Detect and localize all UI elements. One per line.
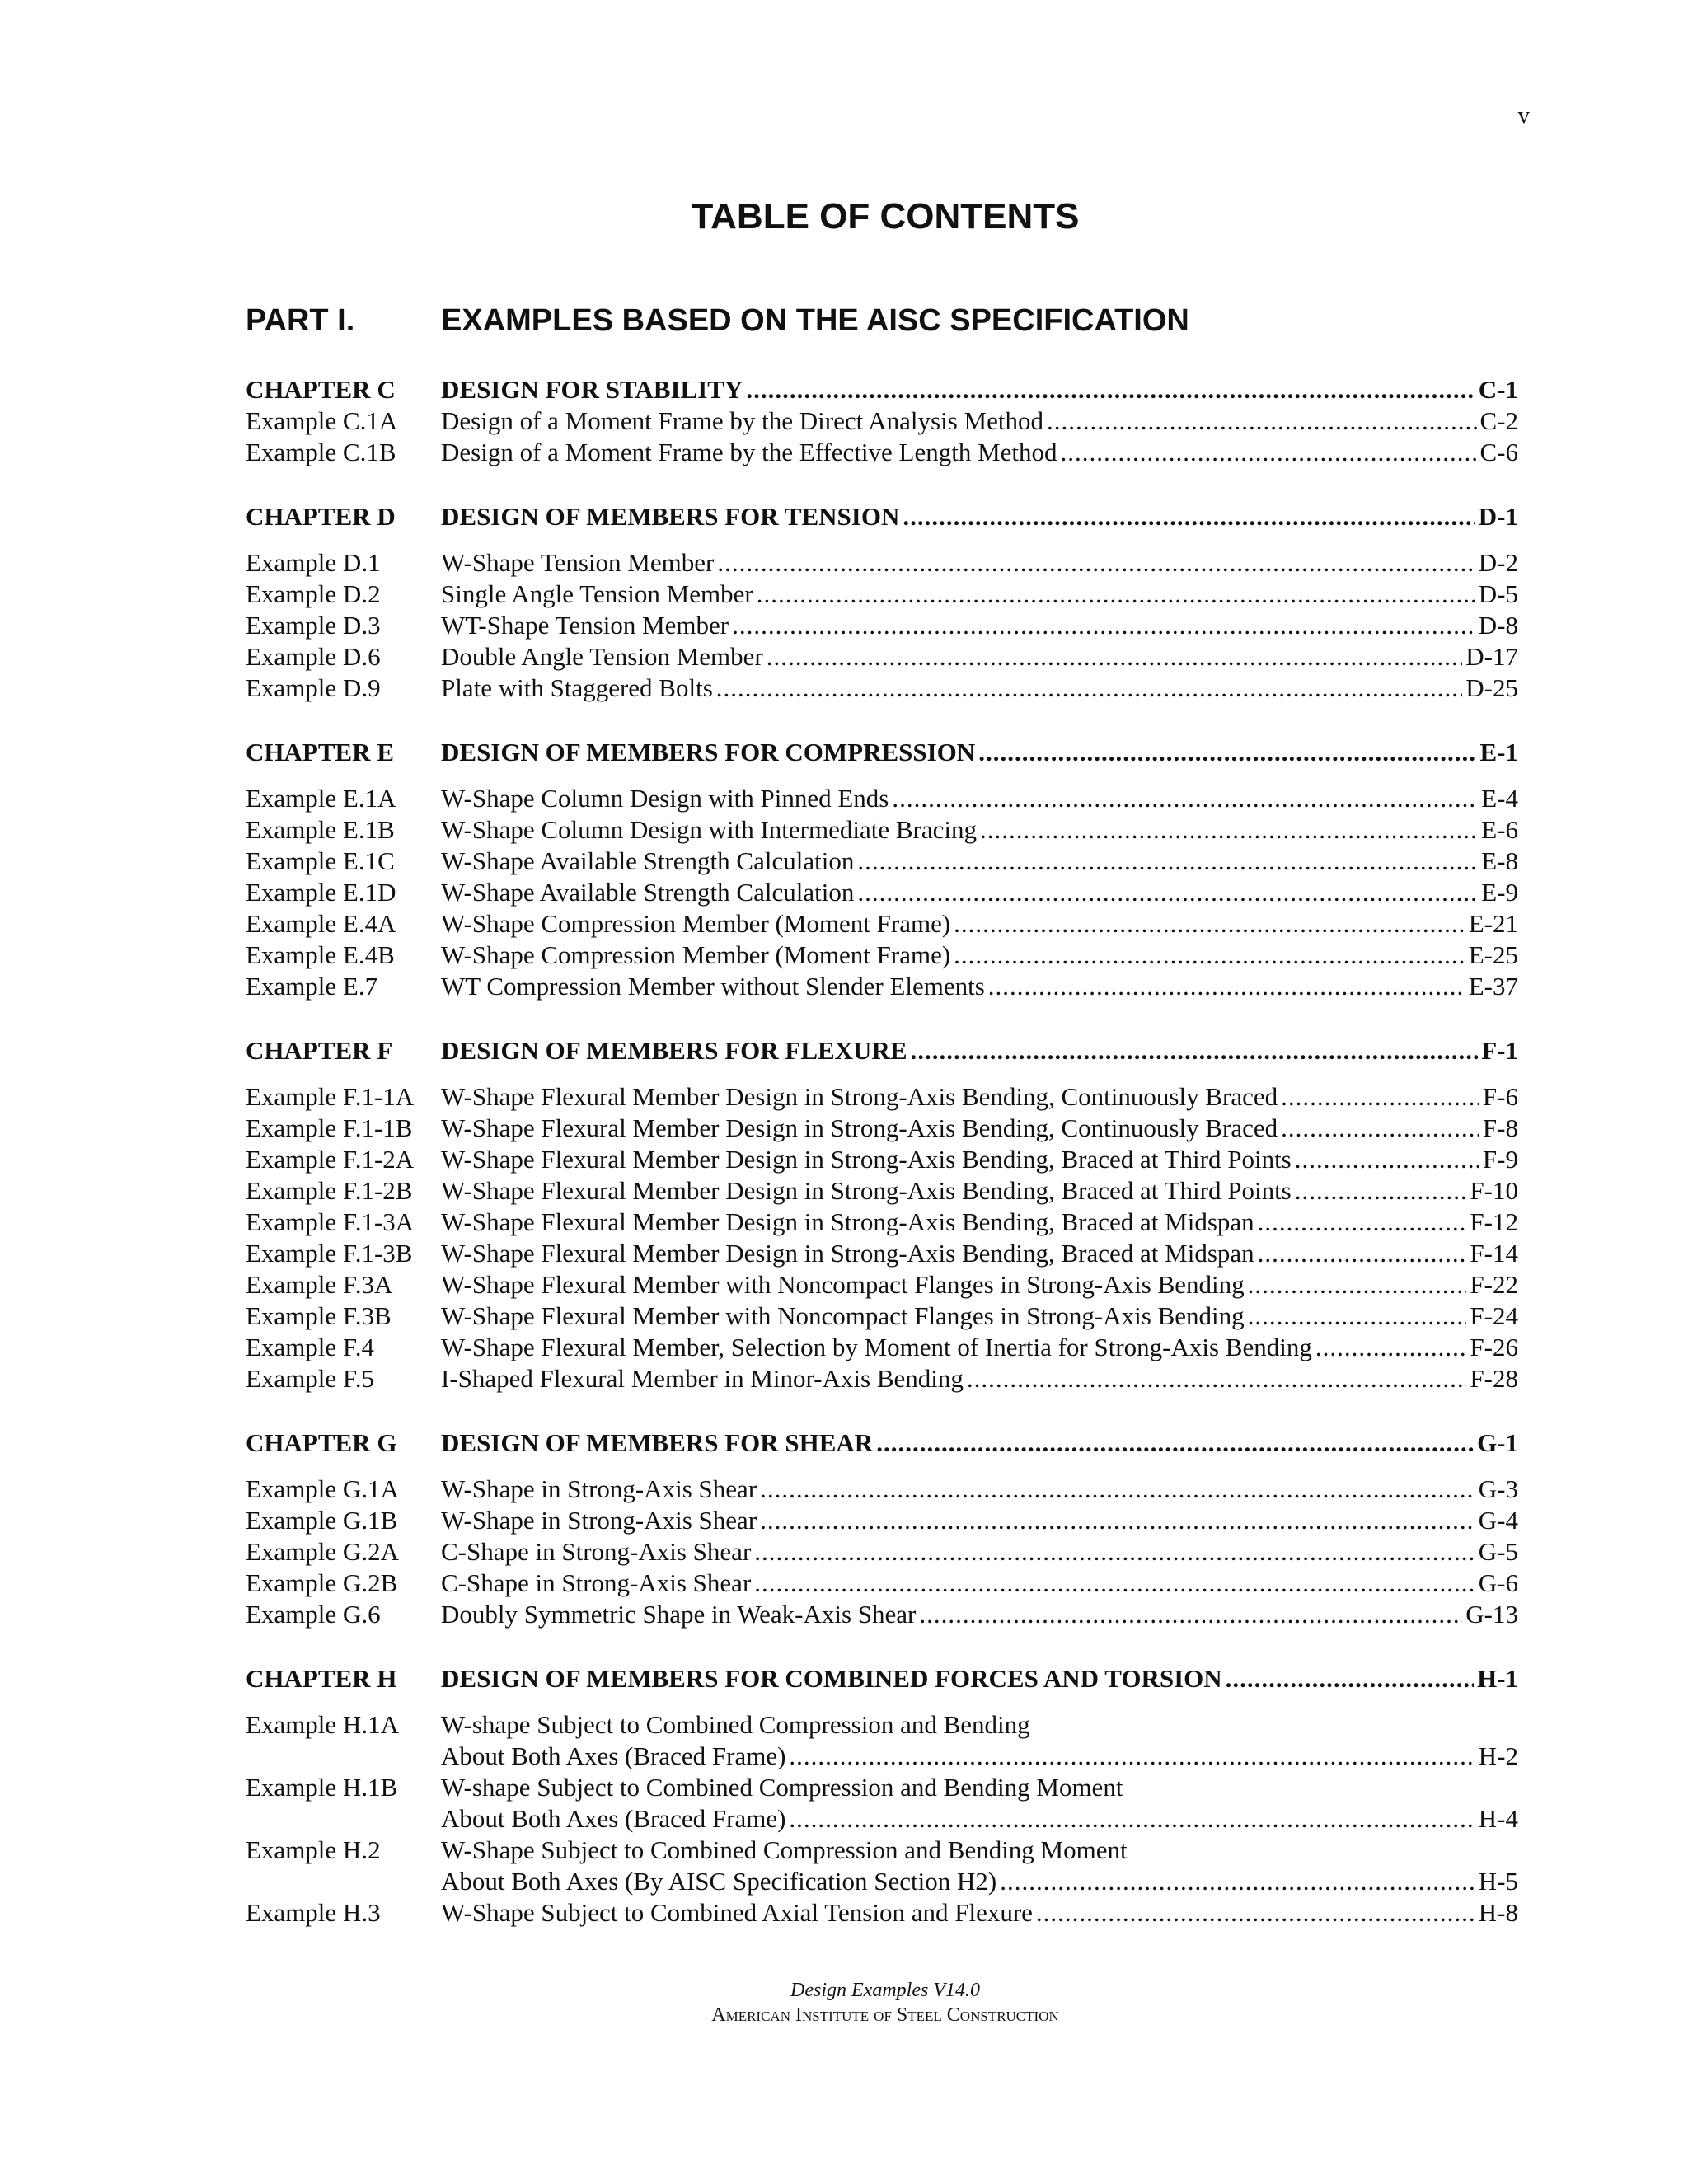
- example-page: F-12: [1470, 1207, 1518, 1236]
- toc-example-entry[interactable]: [246, 1363, 1518, 1394]
- toc-example-entry[interactable]: [246, 673, 1518, 704]
- example-title: W-Shape Flexural Member Design in Strong-Axis Bending, Braced at Midspan: [441, 1239, 1254, 1268]
- dot-leader: [1258, 1207, 1467, 1238]
- example-label: Example E.1C: [246, 846, 395, 875]
- example-title: Design of a Moment Frame by the Effective Length Method: [441, 438, 1057, 466]
- toc-example-entry[interactable]: [246, 1568, 1518, 1599]
- toc-example-entry[interactable]: [246, 1081, 1518, 1113]
- example-label: Example E.1B: [246, 815, 395, 844]
- dot-leader: [1281, 1113, 1479, 1144]
- example-title: W-Shape Available Strength Calculation: [441, 846, 855, 875]
- example-label: Example F.1-3A: [246, 1207, 415, 1236]
- page-footer: [0, 1978, 1688, 2027]
- dot-leader: [988, 971, 1465, 1002]
- dot-leader: [754, 1536, 1475, 1568]
- chapter-label: CHAPTER F: [246, 1036, 393, 1065]
- example-title: About Both Axes (Braced Frame): [441, 1741, 786, 1770]
- chapter-title: DESIGN OF MEMBERS FOR SHEAR: [441, 1428, 874, 1457]
- toc-example-entry[interactable]: [246, 908, 1518, 940]
- example-title: W-Shape Flexural Member with Noncompact Flanges in Strong-Axis Bending: [441, 1270, 1245, 1299]
- dot-leader: [757, 579, 1475, 610]
- dot-leader: [954, 940, 1465, 971]
- dot-leader: [1226, 1663, 1474, 1694]
- example-label: Example D.9: [246, 673, 381, 702]
- dot-leader: [1258, 1238, 1467, 1269]
- dot-leader: [1047, 405, 1477, 437]
- toc-example-entry[interactable]: [246, 1803, 1518, 1835]
- example-label: Example E.4A: [246, 909, 396, 938]
- example-title: Single Angle Tension Member: [441, 579, 753, 608]
- example-title: Plate with Staggered Bolts: [441, 673, 713, 702]
- toc-example-entry[interactable]: [246, 1866, 1518, 1897]
- chapter-title: DESIGN OF MEMBERS FOR FLEXURE: [441, 1036, 907, 1065]
- example-label: Example F.3A: [246, 1270, 393, 1299]
- example-title: W-Shape Flexural Member with Noncompact Flanges in Strong-Axis Bending: [441, 1301, 1245, 1330]
- toc-example-entry[interactable]: [246, 1175, 1518, 1207]
- dot-leader: [767, 641, 1463, 673]
- example-page: H-2: [1478, 1741, 1518, 1770]
- chapter-label: CHAPTER D: [246, 502, 396, 531]
- example-label: Example D.1: [246, 548, 381, 577]
- toc-example-entry[interactable]: [246, 1897, 1518, 1929]
- part-label: PART I.: [246, 303, 355, 338]
- example-page: D-2: [1478, 548, 1518, 577]
- dot-leader: [732, 610, 1475, 641]
- example-label: Example F.3B: [246, 1301, 392, 1330]
- example-page: E-9: [1481, 878, 1518, 907]
- example-label: Example C.1A: [246, 406, 398, 435]
- dot-leader: [789, 1741, 1475, 1772]
- footer-document-name: Design Examples V14.0: [790, 1980, 980, 2001]
- dot-leader: [760, 1505, 1475, 1536]
- toc-example-entry[interactable]: [246, 1113, 1518, 1144]
- toc-example-entry[interactable]: [246, 1599, 1518, 1630]
- chapter-label: CHAPTER G: [246, 1428, 397, 1457]
- chapter-spacer: [246, 1394, 1518, 1427]
- example-page: F-24: [1470, 1301, 1518, 1330]
- example-label: Example E.4B: [246, 940, 395, 969]
- chapter-page: F-1: [1481, 1036, 1518, 1065]
- example-title: W-Shape in Strong-Axis Shear: [441, 1474, 757, 1503]
- example-title: Doubly Symmetric Shape in Weak-Axis Shear: [441, 1600, 917, 1629]
- example-title: WT Compression Member without Slender Elements: [441, 972, 985, 1001]
- example-label: Example H.1A: [246, 1710, 399, 1739]
- chapter-label: CHAPTER E: [246, 738, 394, 766]
- example-page: H-4: [1478, 1804, 1518, 1833]
- example-page: E-21: [1468, 909, 1518, 938]
- dot-leader: [911, 1035, 1479, 1066]
- toc-example-entry-line1[interactable]: [246, 1772, 1518, 1803]
- dot-leader: [789, 1803, 1475, 1835]
- chapter-page: G-1: [1477, 1428, 1518, 1457]
- example-page: D-17: [1465, 642, 1518, 671]
- chapter-spacer: [246, 1694, 1518, 1709]
- example-page: E-4: [1481, 784, 1518, 813]
- chapter-page: C-1: [1478, 375, 1518, 404]
- dot-leader: [717, 547, 1475, 579]
- example-label: Example F.5: [246, 1364, 374, 1393]
- chapter-spacer: [246, 1066, 1518, 1081]
- toc-example-entry[interactable]: [246, 405, 1518, 437]
- example-title: C-Shape in Strong-Axis Shear: [441, 1537, 752, 1566]
- footer-organization: American Institute of Steel Construction: [711, 2004, 1059, 2026]
- example-label: Example D.2: [246, 579, 381, 608]
- example-page: C-2: [1479, 406, 1518, 435]
- toc-example-entry[interactable]: [246, 1238, 1518, 1269]
- example-page: G-4: [1478, 1506, 1518, 1535]
- example-page: F-28: [1470, 1364, 1518, 1393]
- toc-example-entry[interactable]: [246, 1207, 1518, 1238]
- example-title: I-Shaped Flexural Member in Minor-Axis Bending: [441, 1364, 964, 1393]
- example-title: Design of a Moment Frame by the Direct Analysis Method: [441, 406, 1043, 435]
- dot-leader: [967, 1363, 1467, 1394]
- toc-example-entry[interactable]: [246, 1301, 1518, 1332]
- example-title: W-Shape Flexural Member, Selection by Moment of Inertia for Strong-Axis Bending: [441, 1333, 1312, 1361]
- dot-leader: [876, 1427, 1474, 1459]
- example-title: W-Shape Tension Member: [441, 548, 715, 577]
- chapter-page: D-1: [1478, 502, 1518, 531]
- chapter-spacer: [246, 468, 1518, 501]
- chapter-spacer: [246, 532, 1518, 547]
- example-label: Example F.1-1B: [246, 1113, 413, 1142]
- example-title-line1: W-Shape Subject to Combined Compression and Bending Moment: [441, 1835, 1128, 1864]
- example-page: G-6: [1478, 1568, 1518, 1597]
- chapter-label: CHAPTER H: [246, 1664, 397, 1693]
- example-label: Example F.1-1A: [246, 1082, 415, 1111]
- toc-chapter-entry[interactable]: [246, 501, 1518, 532]
- example-page: F-9: [1482, 1145, 1518, 1174]
- example-title: W-Shape Column Design with Intermediate Bracing: [441, 815, 977, 844]
- toc-chapter-entry[interactable]: [246, 1035, 1518, 1066]
- example-page: E-37: [1468, 972, 1518, 1001]
- example-title: W-Shape Available Strength Calculation: [441, 878, 855, 907]
- example-label: Example C.1B: [246, 438, 396, 466]
- example-page: E-8: [1481, 846, 1518, 875]
- example-page: D-5: [1478, 579, 1518, 608]
- chapter-page: E-1: [1479, 738, 1518, 766]
- toc-example-entry[interactable]: [246, 1741, 1518, 1772]
- toc-example-entry[interactable]: [246, 437, 1518, 468]
- dot-leader: [892, 783, 1478, 814]
- chapter-page: H-1: [1477, 1664, 1518, 1693]
- example-label: Example F.1-2B: [246, 1176, 413, 1205]
- example-page: D-8: [1478, 611, 1518, 640]
- dot-leader: [1295, 1175, 1467, 1207]
- page-number: v: [1517, 102, 1530, 129]
- toc-example-entry[interactable]: [246, 783, 1518, 814]
- example-label: Example G.2B: [246, 1568, 398, 1597]
- example-page: H-8: [1478, 1898, 1518, 1927]
- dot-leader: [1248, 1269, 1467, 1301]
- toc-example-entry[interactable]: [246, 971, 1518, 1002]
- example-page: E-25: [1468, 940, 1518, 969]
- chapter-spacer: [246, 704, 1518, 737]
- example-label: Example G.2A: [246, 1537, 399, 1566]
- example-label: Example D.3: [246, 611, 381, 640]
- chapter-title: DESIGN OF MEMBERS FOR COMPRESSION: [441, 738, 976, 766]
- toc-example-entry[interactable]: [246, 610, 1518, 641]
- dot-leader: [746, 374, 1475, 405]
- example-title: W-Shape Compression Member (Moment Frame): [441, 940, 951, 969]
- example-title: W-Shape Flexural Member Design in Strong-Axis Bending, Continuously Braced: [441, 1113, 1278, 1142]
- example-label: Example G.1A: [246, 1474, 399, 1503]
- example-title: W-Shape Column Design with Pinned Ends: [441, 784, 889, 813]
- dot-leader: [919, 1599, 1462, 1630]
- example-title: C-Shape in Strong-Axis Shear: [441, 1568, 752, 1597]
- toc-example-entry[interactable]: [246, 1144, 1518, 1175]
- toc-example-entry-line1[interactable]: [246, 1709, 1518, 1741]
- example-label: Example F.1-2A: [246, 1145, 415, 1174]
- dot-leader: [1248, 1301, 1467, 1332]
- chapter-spacer: [246, 768, 1518, 783]
- example-page: F-22: [1470, 1270, 1518, 1299]
- dot-leader: [1000, 1866, 1475, 1897]
- example-page: D-25: [1465, 673, 1518, 702]
- toc-example-entry[interactable]: [246, 940, 1518, 971]
- toc-example-entry[interactable]: [246, 846, 1518, 877]
- example-label: Example H.3: [246, 1898, 381, 1927]
- example-title: Double Angle Tension Member: [441, 642, 763, 671]
- dot-leader: [1061, 437, 1477, 468]
- example-title: W-Shape Flexural Member Design in Strong-Axis Bending, Braced at Midspan: [441, 1207, 1254, 1236]
- toc-example-entry[interactable]: [246, 641, 1518, 673]
- example-title: WT-Shape Tension Member: [441, 611, 729, 640]
- example-page: H-5: [1478, 1867, 1518, 1896]
- example-page: F-8: [1482, 1113, 1518, 1142]
- dot-leader: [978, 737, 1476, 768]
- example-label: Example F.1-3B: [246, 1239, 413, 1268]
- dot-leader: [1281, 1081, 1479, 1113]
- dot-leader: [716, 673, 1463, 704]
- chapter-title: DESIGN OF MEMBERS FOR TENSION: [441, 502, 900, 531]
- toc-chapter-entry[interactable]: [246, 1427, 1518, 1459]
- example-page: G-5: [1478, 1537, 1518, 1566]
- dot-leader: [980, 814, 1478, 846]
- dot-leader: [1036, 1897, 1475, 1929]
- example-title: W-Shape Flexural Member Design in Strong-Axis Bending, Braced at Third Points: [441, 1145, 1292, 1174]
- example-label: Example E.7: [246, 972, 378, 1001]
- dot-leader: [760, 1474, 1475, 1505]
- example-page: G-3: [1478, 1474, 1518, 1503]
- toc-chapter-entry[interactable]: [246, 737, 1518, 768]
- example-title: W-Shape Flexural Member Design in Strong-Axis Bending, Braced at Third Points: [441, 1176, 1292, 1205]
- example-title-line1: W-shape Subject to Combined Compression and Bending: [441, 1710, 1030, 1739]
- dot-leader: [857, 877, 1478, 908]
- chapter-spacer: [246, 1002, 1518, 1035]
- example-label: Example G.6: [246, 1600, 381, 1629]
- example-page: G-13: [1465, 1600, 1518, 1629]
- example-page: F-26: [1470, 1333, 1518, 1361]
- toc-chapter-entry[interactable]: [246, 374, 1518, 405]
- example-title: W-Shape Compression Member (Moment Frame): [441, 909, 951, 938]
- dot-leader: [903, 501, 1475, 532]
- example-title: About Both Axes (By AISC Specification Section H2): [441, 1867, 997, 1896]
- example-title: About Both Axes (Braced Frame): [441, 1804, 786, 1833]
- part-title: EXAMPLES BASED ON THE AISC SPECIFICATION: [441, 303, 1189, 338]
- example-title: W-Shape Flexural Member Design in Strong-Axis Bending, Continuously Braced: [441, 1082, 1278, 1111]
- chapter-title: DESIGN OF MEMBERS FOR COMBINED FORCES AND TORSION: [441, 1664, 1222, 1693]
- toc-example-entry-line1[interactable]: [246, 1835, 1518, 1866]
- chapter-spacer: [246, 1459, 1518, 1474]
- toc-example-entry[interactable]: [246, 1332, 1518, 1363]
- toc-example-entry[interactable]: [246, 579, 1518, 610]
- example-label: Example E.1D: [246, 878, 396, 907]
- dot-leader: [954, 908, 1465, 940]
- example-label: Example G.1B: [246, 1506, 398, 1535]
- chapter-spacer: [246, 1630, 1518, 1663]
- dot-leader: [1315, 1332, 1467, 1363]
- chapter-title: DESIGN FOR STABILITY: [441, 375, 743, 404]
- toc-example-entry[interactable]: [246, 1474, 1518, 1505]
- example-title-line1: W-shape Subject to Combined Compression and Bending Moment: [441, 1773, 1123, 1802]
- chapter-label: CHAPTER C: [246, 375, 396, 404]
- example-page: F-6: [1482, 1082, 1518, 1111]
- table-of-contents: [246, 374, 1518, 1929]
- example-label: Example H.1B: [246, 1773, 398, 1802]
- toc-example-entry[interactable]: [246, 1505, 1518, 1536]
- example-page: C-6: [1479, 438, 1518, 466]
- toc-example-entry[interactable]: [246, 814, 1518, 846]
- toc-chapter-entry[interactable]: [246, 1663, 1518, 1694]
- dot-leader: [857, 846, 1478, 877]
- toc-example-entry[interactable]: [246, 1269, 1518, 1301]
- example-page: F-10: [1470, 1176, 1518, 1205]
- example-label: Example D.6: [246, 642, 381, 671]
- dot-leader: [1295, 1144, 1479, 1175]
- example-label: Example H.2: [246, 1835, 381, 1864]
- toc-example-entry[interactable]: [246, 877, 1518, 908]
- toc-example-entry[interactable]: [246, 547, 1518, 579]
- example-label: Example F.4: [246, 1333, 374, 1361]
- example-page: F-14: [1470, 1239, 1518, 1268]
- example-label: Example E.1A: [246, 784, 396, 813]
- dot-leader: [754, 1568, 1475, 1599]
- example-title: W-Shape Subject to Combined Axial Tension and Flexure: [441, 1898, 1033, 1927]
- example-page: E-6: [1481, 815, 1518, 844]
- page-title: TABLE OF CONTENTS: [691, 196, 1080, 237]
- example-title: W-Shape in Strong-Axis Shear: [441, 1506, 757, 1535]
- toc-example-entry[interactable]: [246, 1536, 1518, 1568]
- part-heading: [246, 303, 1518, 339]
